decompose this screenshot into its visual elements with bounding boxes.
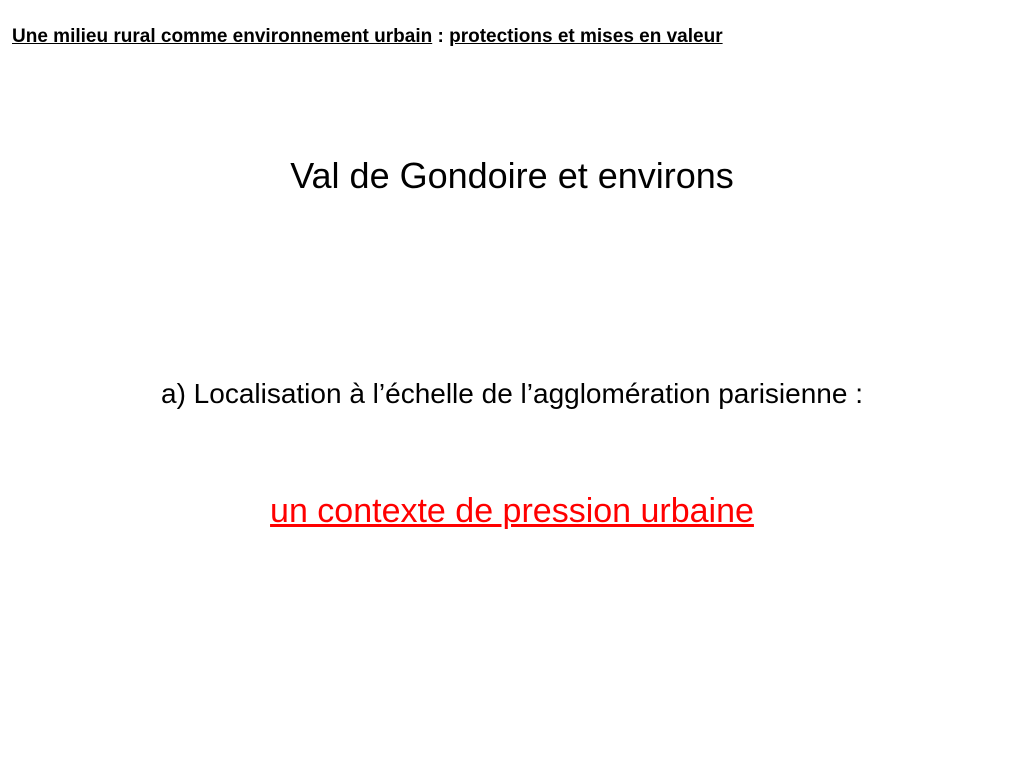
slide-header bbox=[12, 26, 723, 48]
section-heading: a) Localisation à l’échelle de l’agglomération parisienne : bbox=[161, 378, 863, 409]
emphasis-text: un contexte de pression urbaine bbox=[270, 492, 754, 530]
header-topic: Une milieu rural comme environnement urbain bbox=[12, 26, 433, 47]
slide-subtitle: Val de Gondoire et environs bbox=[290, 155, 734, 196]
emphasis-line bbox=[0, 492, 1024, 531]
header-separator: : bbox=[432, 26, 450, 47]
header-subtopic: protections et mises en valeur bbox=[449, 26, 723, 47]
